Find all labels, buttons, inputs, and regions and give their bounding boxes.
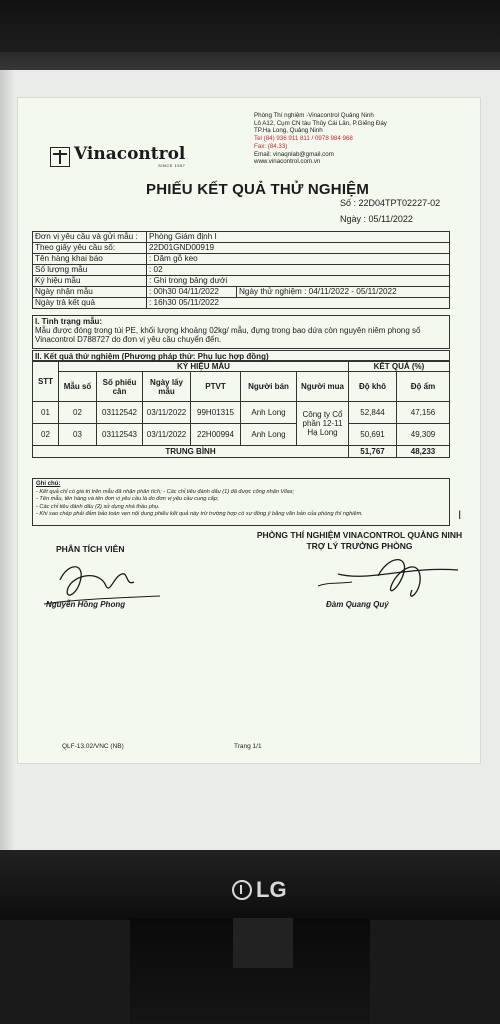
average-label: TRUNG BÌNH [33,446,349,458]
manager-name: Đàm Quang Quý [326,600,389,609]
info-value: Phòng Giám định I [147,232,450,243]
group-header-result: KẾT QUẢ (%) [349,362,450,372]
results-table [32,361,450,458]
manager-role: TRỢ LÝ TRƯỞNG PHÒNG [306,541,413,551]
column-header: Người mua [297,372,349,402]
cell: 22H00994 [191,424,241,446]
info-value: : Ghi trong bảng dưới [147,276,450,287]
column-header: PTVT [191,372,241,402]
address-line: www.vinacontrol.com.vn [254,158,321,166]
info-value: : 02 [147,265,450,276]
info-row [33,243,450,254]
average-moisture: 48,233 [397,446,450,458]
cell: 03112542 [97,402,143,424]
cell: Anh Long [241,402,297,424]
address-line: Tel (84) 936 911 811 / 0978 984 968 [254,135,353,143]
company-logo [50,146,185,168]
info-label: Tên hàng khai báo [33,254,147,265]
condition-heading: I. Tình trạng mẫu: [35,317,103,326]
brand-name: Vinacontrol [74,144,186,164]
note-line: - Tên mẫu, tên hàng và tên đơn vị yêu cầu là do đơn vị yêu cầu cung cấp; [36,496,219,502]
background-wall [0,0,500,60]
address-line: Fax: (84.33) [254,142,288,150]
address-line: Lô A12, Cụm CN tàu Thủy Cái Lân, P.Giếng Đáy [254,119,387,127]
table-row [33,402,450,424]
note-line: - Kết quả chỉ có giá trị trên mẫu đã nhận phân tích; - Các chỉ tiêu đánh dấu (1) đã được công nhận Vilas; [36,488,295,495]
monitor-stand-neck [233,918,293,968]
cell: 01 [33,402,59,424]
results-heading: II. Kết quả thử nghiệm (Phương pháp thử: Phụ lục hợp đồng) [32,350,450,361]
group-header-symbol: KÝ HIỆU MẪU [59,362,349,372]
info-row [33,254,450,265]
lab-name: PHÒNG THÍ NGHIỆM VINACONTROL QUẢNG NINH [256,530,463,540]
column-header: Độ khô [349,372,397,402]
cell: 49,309 [397,424,450,446]
monitor-brand: LG [256,877,287,902]
cell: 03/11/2022 [143,424,191,446]
cell: 03/11/2022 [143,402,191,424]
info-row [33,265,450,276]
results-column-header [33,372,450,402]
cell: 02 [33,424,59,446]
monitor-logo [232,875,292,905]
cell: 02 [59,402,97,424]
note-line: - Các chỉ tiêu đánh dấu (2) sử dụng nhà thầu phụ. [36,503,160,510]
cell: 03 [59,424,97,446]
info-value: : 16h30 05/11/2022 [147,298,450,309]
info-value: : 00h30 04/11/2022 [147,287,237,298]
address-line: Email: vinaqnlab@gmail.com [254,150,334,158]
page-number: Trang 1/1 [234,743,262,750]
cell: Công ty Cổ phần 12-11 Hạ Long [297,402,349,446]
document-date [340,214,413,224]
info-value: : Dăm gỗ keo [147,254,450,265]
sample-condition-section [32,315,450,349]
manager-signature [308,546,468,608]
info-row [33,276,450,287]
info-row [33,287,450,298]
table-row [33,424,450,446]
text-cursor-icon: I [458,508,462,522]
average-dry: 51,767 [349,446,397,458]
info-label: Ngày nhận mẫu [33,287,147,298]
column-header: Người bán [241,372,297,402]
brand-since: SINCE 1957 [158,163,186,168]
cell: 47,156 [397,402,450,424]
analyst-title: PHÂN TÍCH VIÊN [56,544,125,554]
info-label: Số lượng mẫu [33,265,147,276]
info-label: Ngày trả kết quả [33,298,147,309]
info-row [33,298,450,309]
test-date-value: Ngày thử nghiệm : 04/11/2022 - 05/11/2022 [237,287,450,298]
test-report-document [18,98,480,763]
notes-section [32,478,450,526]
date-label: Ngày : [340,214,367,224]
form-code: QLF-13.02/VNC (NB) [62,743,124,750]
results-group-header [33,362,450,372]
info-label: Ký hiệu mẫu [33,276,147,287]
number-value: 22D04TPT02227-02 [358,198,441,208]
document-title: PHIẾU KẾT QUẢ THỬ NGHIỆM [146,181,370,198]
cell: 50,691 [349,424,397,446]
column-header: Ngày lấy mẫu [143,372,191,402]
column-header: Mẫu số [59,372,97,402]
document-number [340,198,440,208]
date-value: 05/11/2022 [368,214,413,224]
info-label: Đơn vị yêu cầu và gửi mẫu : [33,232,147,243]
column-header: STT [33,362,59,402]
cell: Anh Long [241,424,297,446]
column-header: Số phiếu cân [97,372,143,402]
info-value: 22D01GND00919 [147,243,450,254]
cell: 99H01315 [191,402,241,424]
address-line: Phòng Thí nghiệm -Vinacontrol Quảng Ninh [254,112,374,119]
company-address [254,112,474,166]
number-label: Số : [340,198,357,208]
scales-logo-icon [50,147,70,167]
screen-edge-shade [0,70,14,860]
column-header: Độ ẩm [397,372,450,402]
sample-info-table [32,231,450,309]
info-row [33,232,450,243]
address-line: TP.Hạ Long, Quảng Ninh [254,127,323,135]
average-row [33,446,450,458]
note-line: - Khi sao chép phải đảm bảo toàn vẹn nội dung phiếu kết quả này trừ trường hợp có sự đồng ý bằng văn bản của phòng thí nghiệm. [36,511,363,517]
condition-text: Mẫu được đóng trong túi PE, khối lượng khoảng 02kg/ mẫu, đựng trong bao dứa còn nguyên niêm phong số Vinacontrol D788727 do đơn vị yêu cầu chuyển đến. [35,326,421,344]
lg-logo-icon [232,880,252,900]
cell: 52,844 [349,402,397,424]
analyst-name: Nguyễn Hồng Phong [46,600,126,609]
cell: 03112543 [97,424,143,446]
notes-heading: Ghi chú: [36,481,61,487]
info-label: Theo giấy yêu cầu số: [33,243,147,254]
